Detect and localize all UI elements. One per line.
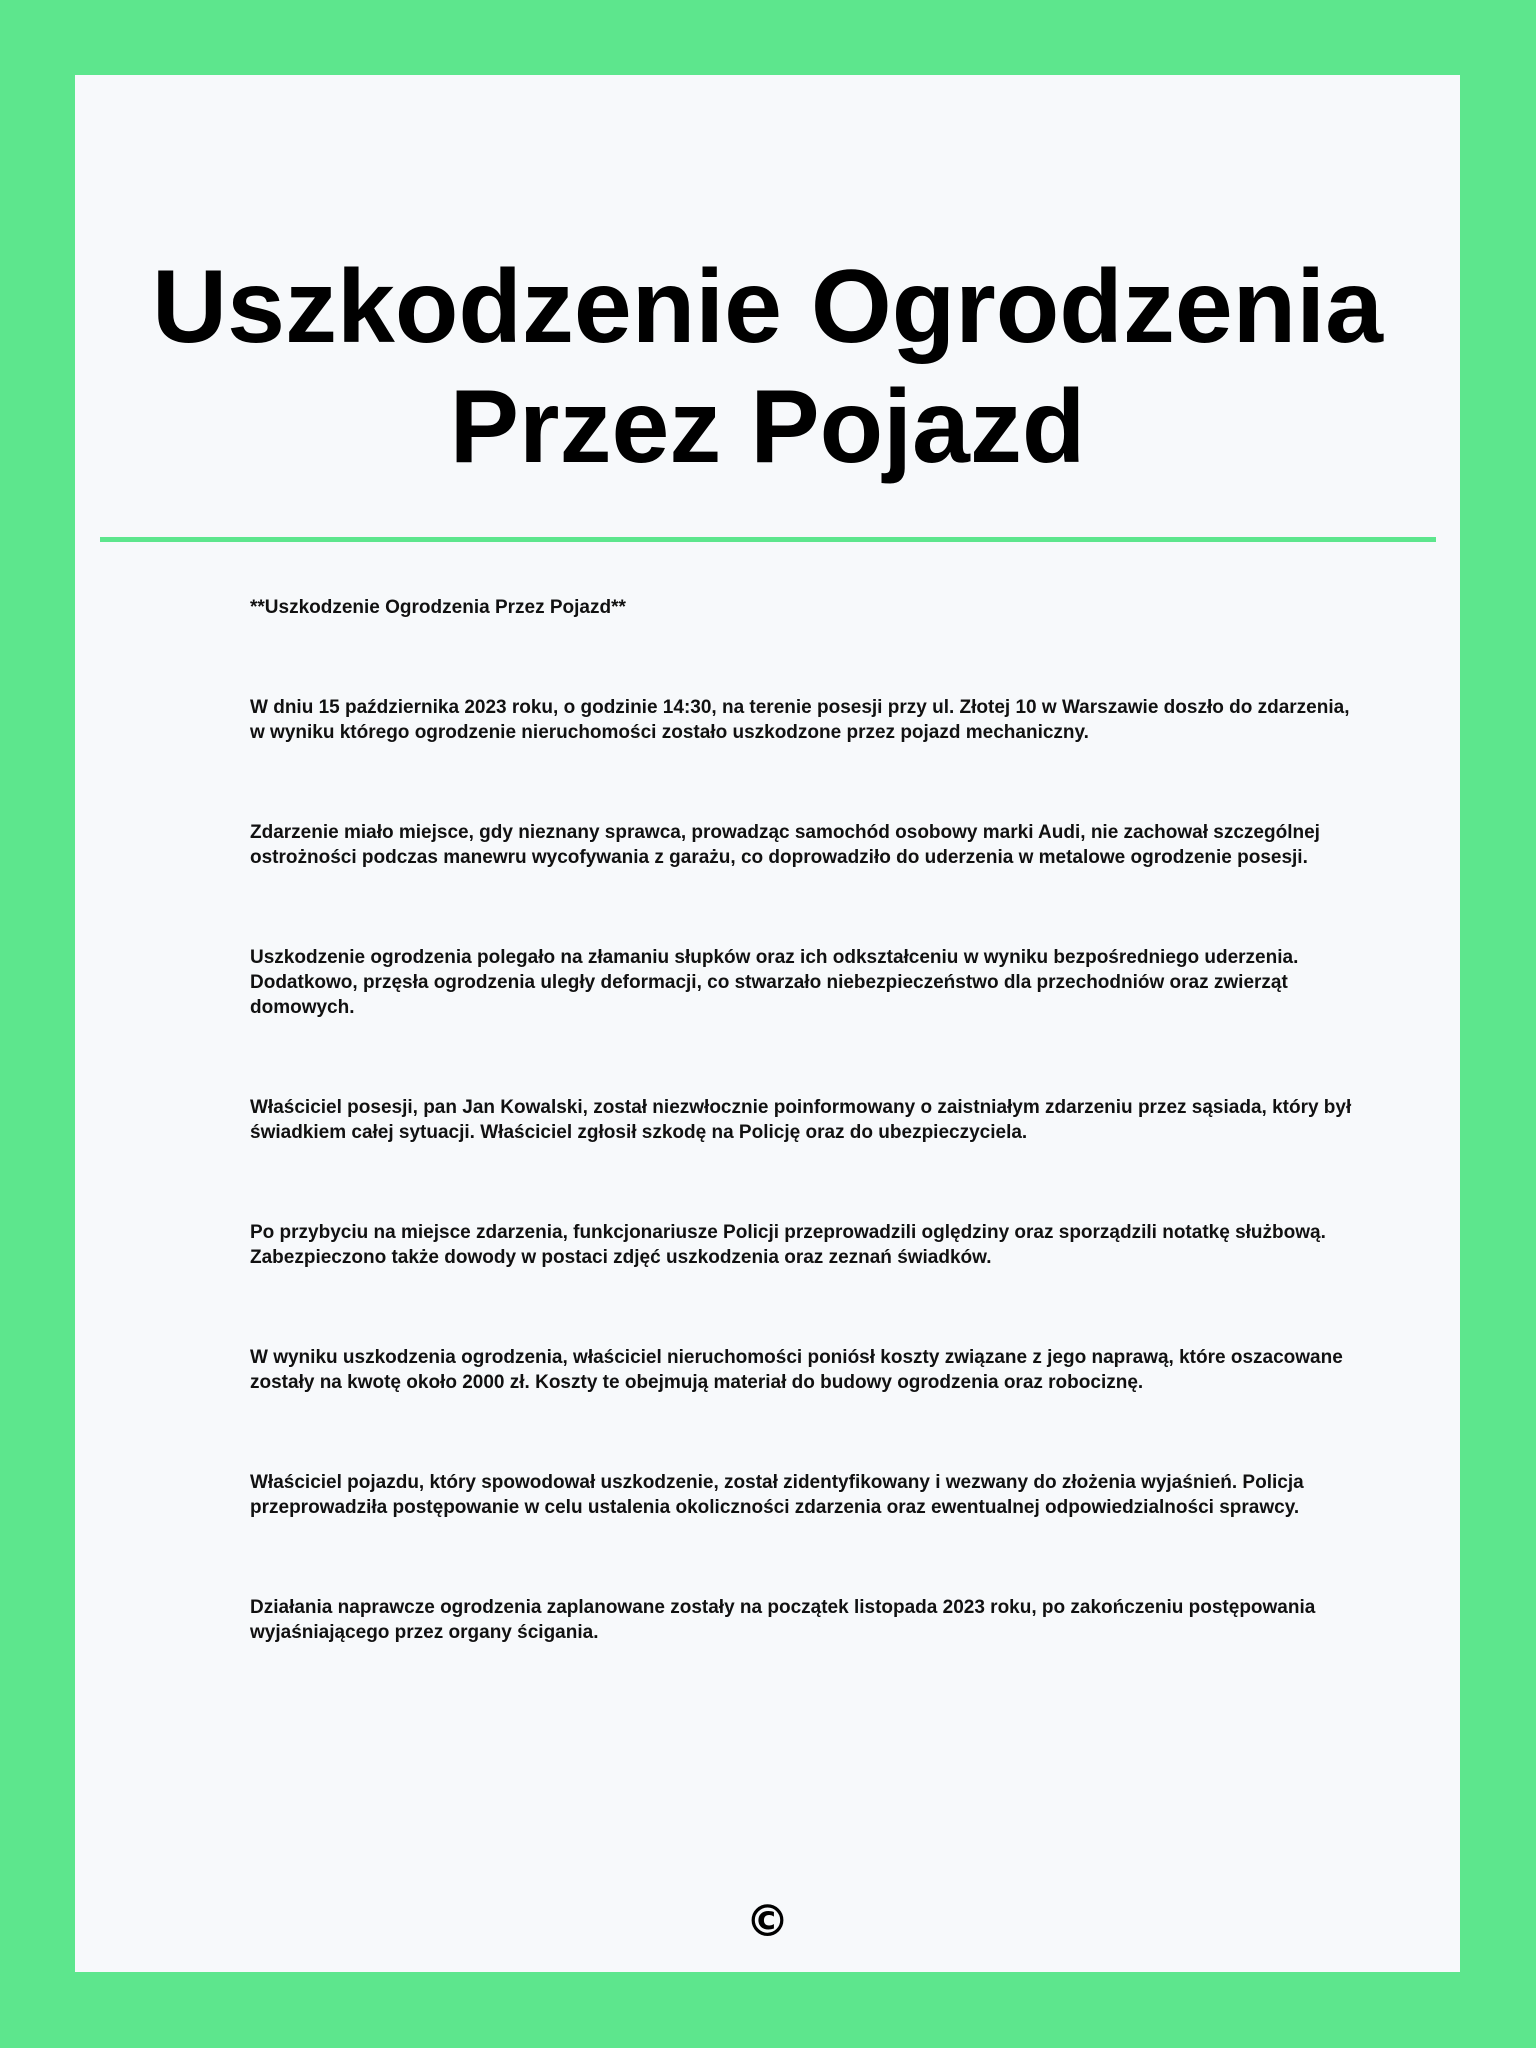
title-line-2: Przez Pojazd	[449, 369, 1086, 485]
document-page	[75, 75, 1460, 1972]
paragraph-5: Po przybyciu na miejsce zdarzenia, funkcjonariusze Policji przeprowadzili oględziny oraz sporządzili notatkę służbową. Zabezpieczono także dowody w postaci zdjęć uszkodzenia oraz zeznań świadków.	[250, 1222, 1326, 1268]
paragraph-3: Uszkodzenie ogrodzenia polegało na złamaniu słupków oraz ich odkształceniu w wyniku bezpośredniego uderzenia. Dodatkowo, przęsła ogrodzenia uległy deformacji, co stwarzało niebezpieczeństwo dla przechodniów oraz zwierząt domowych.	[250, 947, 1299, 1018]
paragraph-7: Właściciel pojazdu, który spowodował uszkodzenie, został zidentyfikowany i wezwany do złożenia wyjaśnień. Policja przeprowadziła postępowanie w celu ustalenia okoliczności zdarzenia oraz ewentualnej odpowiedzialności sprawcy.	[250, 1472, 1304, 1518]
body-heading: **Uszkodzenie Ogrodzenia Przez Pojazd**	[250, 597, 626, 618]
document-title	[75, 247, 1460, 487]
title-line-1: Uszkodzenie Ogrodzenia	[152, 249, 1383, 365]
document-body	[250, 595, 1360, 1645]
paragraph-6: W wyniku uszkodzenia ogrodzenia, właściciel nieruchomości poniósł koszty związane z jego naprawą, które oszacowane zostały na kwotę około 2000 zł. Koszty te obejmują materiał do budowy ogrodzenia oraz robociznę.	[250, 1347, 1343, 1393]
paragraph-8: Działania naprawcze ogrodzenia zaplanowane zostały na początek listopada 2023 roku, po zakończeniu postępowania wyjaśniającego przez organy ścigania.	[250, 1597, 1316, 1643]
copyright-icon: ©	[745, 1896, 790, 1947]
title-divider	[100, 537, 1436, 542]
paragraph-4: Właściciel posesji, pan Jan Kowalski, został niezwłocznie poinformowany o zaistniałym zdarzeniu przez sąsiada, który był świadkiem całej sytuacji. Właściciel zgłosił szkodę na Policję oraz do ubezpieczyciela.	[250, 1097, 1352, 1143]
paragraph-2: Zdarzenie miało miejsce, gdy nieznany sprawca, prowadząc samochód osobowy marki Audi, nie zachował szczególnej ostrożności podczas manewru wycofywania z garażu, co doprowadziło do uderzenia w metalowe ogrodzenie posesji.	[250, 822, 1320, 868]
paragraph-1: W dniu 15 października 2023 roku, o godzinie 14:30, na terenie posesji przy ul. Złotej 10 w Warszawie doszło do zdarzenia, w wyniku którego ogrodzenie nieruchomości zostało uszkodzone przez pojazd mechaniczny.	[250, 697, 1350, 743]
